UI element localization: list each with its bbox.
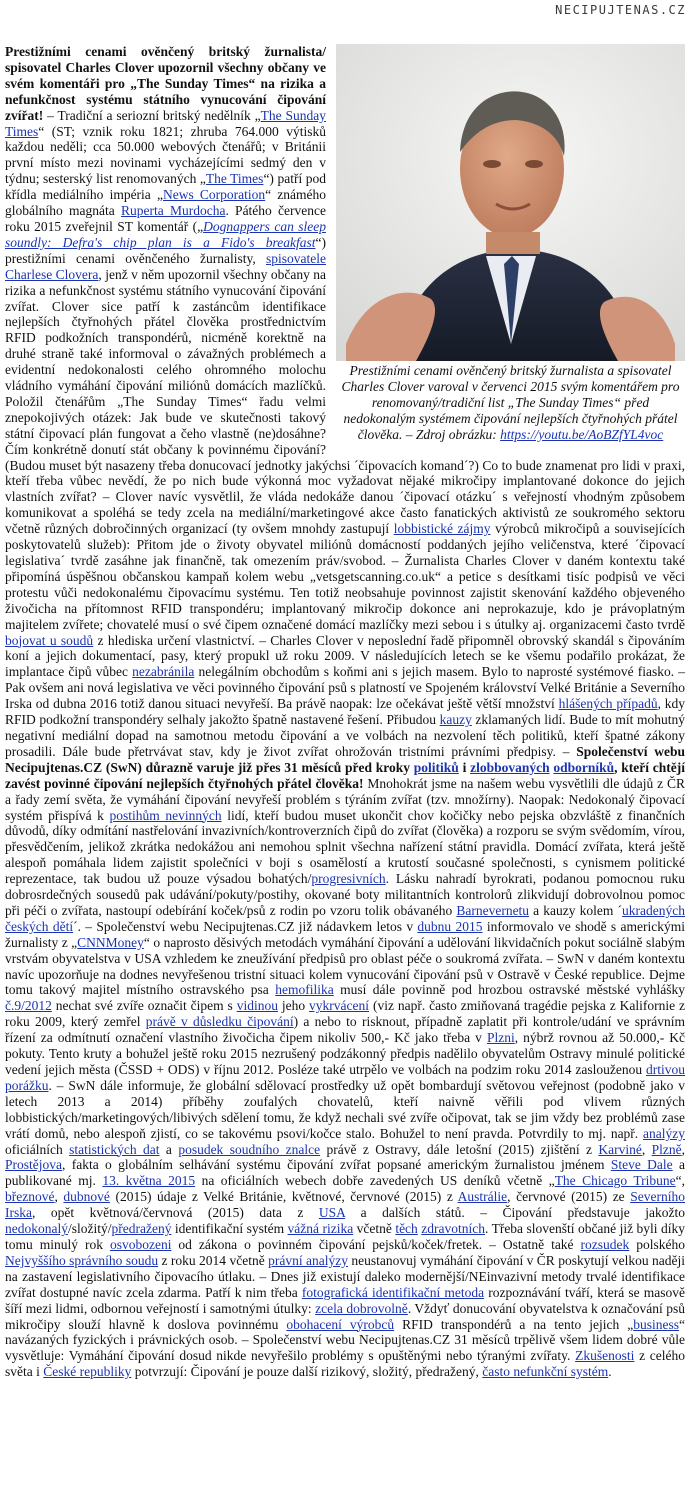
text-run: “ známého globálního magnáta	[5, 187, 327, 219]
inline-link[interactable]: CNNMoney	[77, 934, 144, 950]
inline-link[interactable]: ukradených českých dětí	[5, 902, 686, 934]
inline-link[interactable]: Ruperta Murdocha	[120, 203, 226, 219]
inline-link[interactable]: Plzni	[486, 1030, 515, 1046]
inline-link[interactable]: Plzně	[651, 1141, 682, 1157]
inline-link[interactable]: zdravotních	[421, 1221, 485, 1237]
inline-link[interactable]: vykrvácení	[309, 998, 370, 1014]
inline-link[interactable]: dubnové	[63, 1189, 110, 1205]
text-run: musí dále povinně pod hrozbou ostravské městské vyhlášky	[333, 982, 685, 998]
text-run: . Třeba slovenští občané již byli díky tomu minulý rok	[5, 1221, 685, 1252]
inline-link[interactable]: posudek soudního znalce	[178, 1141, 321, 1157]
bold-text-run: , kteří chtějí zavést povinné čipování nejlepších čtyřnohých přátel člověka!	[5, 759, 685, 791]
text-run: “ o naprosto děsivých metodách vymáhání čipování a udělování likvidačních pokut sociálně slabým vrstvám obyvatelstva v USA vzhledem ke zneužívání předpisů pro oblast péče o soukromá zvířata. – SwN v daném kontextu navíc upozorňuje na dodnes nevyřešenou tristní situaci kolem vynucování čipování psů v Ostravě v České republice. Dejme tomu takový majitel místního ostravského psa	[5, 934, 685, 998]
inline-link[interactable]: Zkušenosti	[575, 1348, 635, 1364]
inline-link[interactable]: Prostějova	[5, 1157, 62, 1173]
text-run: /složitý/	[68, 1221, 112, 1237]
inline-link[interactable]: Nejvyššího správního soudu	[5, 1252, 159, 1268]
inline-link[interactable]: hlášených případů	[558, 696, 658, 712]
text-run: zklamaných lidí. Bude to mít mohutný negativní mediální dopad na samotnou metodu čipování a ve volbách na nezvolení těch politiků, kteří špatné zákony prosadili. Dále bude přetrvávat stav, kdy je život zvířat ohrožován tristními právními předpisy. –	[5, 712, 685, 759]
inline-link[interactable]: Karviné	[598, 1141, 642, 1157]
inline-link[interactable]: lobbistické zájmy	[393, 521, 491, 537]
bold-text-run: i	[458, 759, 471, 775]
text-run: .	[608, 1364, 612, 1380]
text-run: – Tradiční a seriozní britský nedělník „	[43, 107, 261, 123]
inline-link[interactable]: těch	[395, 1221, 418, 1237]
inline-link[interactable]: 13. května 2015	[102, 1173, 196, 1189]
text-run: . – SwN dále informuje, že globální sdělovací prostředky už opět bombardují světovou veřejnost (podobně jako v letech 2013 a 2014) příběhy zoufalých chovatelů, kteří naivně věřili pod vlivem různých lobbistických/marketingových/libivých sdělení tomu, že když nechali své zvíře očipovat, tak se jim vždy bez problémů zase vrátí domů, nebo alespoň zjistí, co se takovému psovi/kočce stalo. Bohužel to není pravda. Potvrdily to mj. např.	[5, 1077, 685, 1141]
text-run: Mnohokrát jsme na našem webu vysvětlili dle údajů z ČR a řady zemí světa, že vymáhání čipování nevyřeší problém s týráním zvířat (tzv. množírny). Naopak: Nedokonalý čipovací systém přispívá k	[5, 775, 686, 823]
text-run: (viz např. často zmiňovaná tragédie pejska z Kalifornie z roku 2009, který zemřel	[5, 998, 685, 1030]
inline-link[interactable]: The Sunday Times	[5, 107, 326, 139]
text-run: právě z Ostravy, dále letošní (2015) zjištění z	[320, 1141, 599, 1157]
inline-link[interactable]: USA	[318, 1205, 346, 1221]
text-run: ,	[681, 1141, 686, 1157]
article	[5, 44, 685, 1380]
text-run: . Vždyť donucování obyvatelstva k označování psů mikročipy slouží hlavně k doslova povinnému	[5, 1300, 685, 1332]
bold-inline-link[interactable]: odborníků	[553, 759, 615, 775]
inline-link[interactable]: kauzy	[439, 712, 472, 728]
inline-link[interactable]: Charlese Clovera	[5, 266, 99, 282]
text-run: “) prestižními cenami ověnčeného žurnalisty,	[5, 234, 326, 266]
inline-link[interactable]: předražený	[111, 1221, 172, 1237]
text-run: nechat své zvíře označit čipem s	[51, 998, 237, 1014]
text-run: neustanovuj vymáhání čipování v ČR poskytují velkou naději na zastavení legislativního čipovacího útlaku. – Dnes již existují daleko modernější/NEinvazivní metody trvalé identifikace zvířat dostupné navíc zcela zdarma. Patří k nim třeba	[5, 1252, 686, 1300]
charles-clover-photo	[336, 44, 685, 361]
inline-link[interactable]: právě v důsledku čipování	[145, 1014, 294, 1030]
text-run: , opět květnová/červnová (2015) data z	[32, 1205, 319, 1221]
inline-link[interactable]: nedokonalý	[5, 1221, 68, 1237]
inline-link[interactable]: postihům nevinných	[109, 807, 222, 823]
text-run: . Lásku nahradí byrokrati, podanou pomocnou ruku dobrosrdečných sousedů pak udávání/pokuty/postihy, okované boty militantních kontrolorů zlikvidují dobrovolnou pomoc při péči o zvířata, nastoupí odebírání koček/psů z rodin po vzoru tolik obávaného	[5, 871, 685, 918]
text-run: oficiálních	[5, 1141, 70, 1157]
inline-link[interactable]: spisovatele	[266, 250, 326, 266]
text-run: z hlediska určení vlastnictví. – Charles Clover v neposlední řadě připomněl obrovský skandál s čipováním koní a jejich dokumentací, pasy, který propukl už roku 2009. V následujících letech se ke všemu podařilo prokázat, že implantace čipů vůbec	[5, 632, 686, 680]
inline-link[interactable]: právní analýzy	[268, 1252, 348, 1268]
inline-link[interactable]: analýzy	[643, 1125, 685, 1141]
text-run: “ navázaných fyzických i právnických osob. – Společenství webu Necipujtenas.CZ 31 měsíců trpělivě všem lidem dobré vůle vysvětluje: Vymáhání čipování dosud nikde nevyřešilo problémy s opuštěnými nebo týranými zvířaty.	[5, 1316, 685, 1364]
inline-link[interactable]: bojovat u soudů	[5, 632, 94, 648]
text-run: od zákona o povinném čipování pejsků/koček/fretek. – Ostatně také	[171, 1236, 581, 1252]
caption-source-link[interactable]: https://youtu.be/AoBZfYL4voc	[500, 426, 664, 442]
inline-link[interactable]: dubnu 2015	[417, 918, 483, 934]
inline-link[interactable]: č.9/2012	[5, 998, 52, 1014]
text-run: z celého světa i	[5, 1348, 686, 1380]
figure-caption	[336, 361, 685, 443]
bold-inline-link[interactable]: zlobbovaných	[470, 759, 550, 775]
inline-link[interactable]: Severního Irska	[5, 1189, 685, 1221]
text-run: ,	[641, 1141, 652, 1157]
text-run: , jenž v něm upozornil všechny občany na rizika a nefunkčnost systému státního vynucování čipování zvířat. Clover sice patří k zastáncům identifikace nejlepších čtyřnohých přátel člověka prostřednictvím RFID podkožních transpondérů, nicméně korektně na druhé straně také informoval o závažných problémech a evidentní nedokonalosti celého ohromného molochu vládního vymáhání čipování miliónů domácích mazlíčků. Položil čtenářům „The Sunday Times“ řadu velmi znepokojivých otázek: Jak bude ve skutečnosti takový státní čipovací plán fungovat a čeho vlastně (ne)dosáhne? Čím konkrétně donutí stát občany k povinnému čipování? (Budou muset být nasazeny třeba donucovací jednotky jakýchsi ´čipovacích komand´?) Co to bude znamenat pro lidi v praxi, kteří třeba vůbec nevědí, že po nich bude výkonná moc vyžadovat nějaké mikročipy implantované dokonce do jejich vlastních zvířat? – Clover navíc vysvětlil, že vláda nedokáže danou ´čipovací otázku´ s veřejností vhodným způsobem komunikovat a spoléhá se tedy zcela na mediální/marketingové akce často fanatických aktivistů ze soukromého sektoru včetně různých dobročinných organizací (ty ovšem mnohdy zastupují	[5, 266, 685, 537]
inline-link[interactable]: statistických dat	[69, 1141, 160, 1157]
text-run: nelegálním obchodům s koňmi ani s jejich masem. Bylo to naprosté systémové fiasko. – Pak ovšem ani nová legislativa ve věci povinného čipování psů s platností ve Spojeném království Velké Británie a Severního Irska od dubna 2016 totiž danou situaci nevyřeší. Ba právě naopak: lze očekávat ještě větší množství	[5, 664, 685, 712]
inline-link[interactable]: osvobozeni	[109, 1236, 172, 1252]
inline-link[interactable]: březnové	[5, 1189, 55, 1205]
inline-link[interactable]: často nefunkční systém	[482, 1364, 609, 1380]
italic-inline-link[interactable]: Dognappers can sleep soundly: Defra's chip plan is a Fido's breakfast	[5, 218, 326, 250]
bold-text-run: Společenství webu Necipujtenas.CZ (SwN) důrazně varuje již přes 31 měsíců před kroky	[5, 743, 685, 775]
text-run: a dalších států. – Čipování představuje jakožto	[345, 1205, 685, 1221]
inline-link[interactable]: business	[633, 1316, 679, 1332]
text-run: (2015) údaje z Velké Británie, květnové, červnové (2015) z	[109, 1189, 458, 1205]
text-run: identifikační systém	[171, 1221, 288, 1237]
inline-link[interactable]: rozsudek	[580, 1236, 630, 1252]
text-run: včetně	[353, 1221, 396, 1237]
inline-link[interactable]: News Corporation	[162, 187, 266, 203]
text-run: a	[159, 1141, 179, 1157]
text-run: RFID transpondérů a na tento jejich „	[394, 1316, 634, 1332]
bold-inline-link[interactable]: politiků	[413, 759, 459, 775]
site-watermark: NECIPUJTENAS.CZ	[555, 3, 686, 17]
inline-link[interactable]: vážná rizika	[287, 1221, 354, 1237]
inline-link[interactable]: vidinou	[236, 998, 278, 1014]
text-run: “,	[675, 1173, 685, 1189]
text-run: potvrzují: Čipování je pouze další rizikový, složitý, předražený,	[131, 1364, 483, 1380]
text-run: ,	[54, 1189, 64, 1205]
text-run: ´. – Společenství webu Necipujtenas.CZ již nádavkem letos v	[73, 918, 418, 934]
inline-link[interactable]: zcela dobrovolně	[315, 1300, 408, 1316]
text-run: polského	[629, 1236, 686, 1252]
text-run: , kdy RFID podkožní transpondéry selhaly jakožto špatně nastavené řešení. Přibudou	[5, 696, 686, 728]
inline-link[interactable]: Steve Dale	[610, 1157, 673, 1173]
text-run: “ (ST; vznik roku 1821; zhruba 764.000 výtisků každou neděli; cca 50.000 webových čtenářů; v Británii první místo mezi novinami vycházejícími sedmý den v týdnu; sesterský list renomovaných „	[5, 123, 326, 187]
text-run: rozpoznávání tváří, která se masově šíří mezi lidmi, odbornou veřejností i samotnými útulky:	[5, 1284, 685, 1316]
inline-link[interactable]: drtivou porážku	[5, 1062, 685, 1093]
text-run: “) patří pod křídla mediálního impéria „	[5, 171, 326, 203]
bold-text-run: Prestižními cenami ověnčený britský žurnalista/ spisovatel Charles Clover upozornil všechny občany ve svém komentáři pro „The Sunday Times“ na rizika a nefunkčnost systému státního vynucování čipování zvířat!	[5, 44, 326, 123]
text-run: informovalo ve shodě s americkými žurnalisty z „	[5, 918, 685, 950]
text-run: výrobců mikročipů a souvisejících poskytovatelů služeb): Přitom jde o životy obyvatel miliónů domácností poddaných jejího veličenstva, které ´čipovací legislativa´ tvrdě zasáhne jak finančně, tak omezením práv/svobod. – Žurnalista Charles Clover v daném kontextu také připomíná úspěšnou občanskou kampaň kolem webu „vetsgetscanning.co.uk“ a petice s desítkami tisíc podpisů ve věci protestu vůči nedokonalému čipovacímu systému. Ten totiž neobsahuje povinnost zajistit skenování každého objeveného živočicha na přítomnost RFID transpondéru; implantovaný mikročip dokonce ani neprokazuje, kdo je právoplatným majitelem zvířete; chovatelé musí o své čipem označené domácí mazlíčky mezi sebou i s útulky aj. organizacemi často tvrdě	[5, 521, 685, 632]
text-run: a publikované mj.	[5, 1157, 686, 1189]
inline-link[interactable]: nezabránila	[132, 664, 195, 680]
inline-link[interactable]: obohacení výrobců	[286, 1316, 395, 1332]
inline-link[interactable]: Barnevernetu	[456, 902, 530, 918]
inline-link[interactable]: fotografická identifikační metoda	[301, 1284, 485, 1300]
inline-link[interactable]: Austrálie	[457, 1189, 508, 1205]
text-run: , nýbrž rovnou až 50.000,- Kč pokuty. Tento kruty a bohužel ještě roku 2015 nezrušený podzákonný předpis nadělilo obyvatelům Ostravy minulé politické vedení jejich města (ČSSD + ODS) v říjnu 2012. Posléze také utrpělo ve volbách na podzim roku 2014 zaslouženou	[5, 1030, 685, 1077]
article-figure	[336, 44, 685, 443]
inline-link[interactable]: hemofilika	[275, 982, 334, 998]
text-run: lidí, kteří budou muset ukončit chov kočičky nebo pejska obzvláště z finančních důvodů, díky odmítání nastřelování invazivních/kontroverzních čipů do zvířat (člověka) a rozporu se svým svědomím, vírou, přesvědčením, jelikož zkrátka nedokážou ani nemohou splnit všechna nařízení státní pravidla. Domácí zvířata, která ještě alespoň pomáhala lidem zajistit společníci v boji s osamělostí a krutostí současné společnosti, s cynismem politické reprezentace, tak budou už pouze výsadou bohatých/	[5, 807, 685, 887]
text-run: na oficiálních webech dobře zavedených US deníků včetně „	[195, 1173, 555, 1189]
text-run: a kauzy kolem ´	[529, 902, 623, 918]
text-run: jeho	[277, 998, 310, 1014]
inline-link[interactable]: The Times	[205, 171, 264, 187]
text-run: , fakta o globálním selhávání systému čipování zvířat popsané americkým žurnalistou jménem	[62, 1157, 611, 1173]
text-run: , červnové (2015) ze	[507, 1189, 631, 1205]
caption-text: Prestižními cenami ověnčený britský žurnalista a spisovatel Charles Clover varoval v červenci 2015 svým komentářem pro renomovaný/tradiční list „The Sunday Times“ před nedokonalým systémem čipování nejlepších čtyřnohých přátel člověka. – Zdroj obrázku:	[341, 363, 680, 442]
text-run: . Pátého července roku 2015 zveřejnil ST komentář („	[5, 203, 326, 234]
text-run: ) a nebo to risknout, případně zaplatit při kontrole/udání ve správním řízení za odmítnutí označení vlastního živočicha čipem nikoliv 500,- Kč jako třeba v	[5, 1014, 685, 1046]
inline-link[interactable]: České republiky	[43, 1364, 132, 1380]
text-run: z roku 2014 včetně	[158, 1252, 269, 1268]
inline-link[interactable]: progresivních	[311, 871, 386, 887]
inline-link[interactable]: The Chicago Tribune	[554, 1173, 676, 1189]
